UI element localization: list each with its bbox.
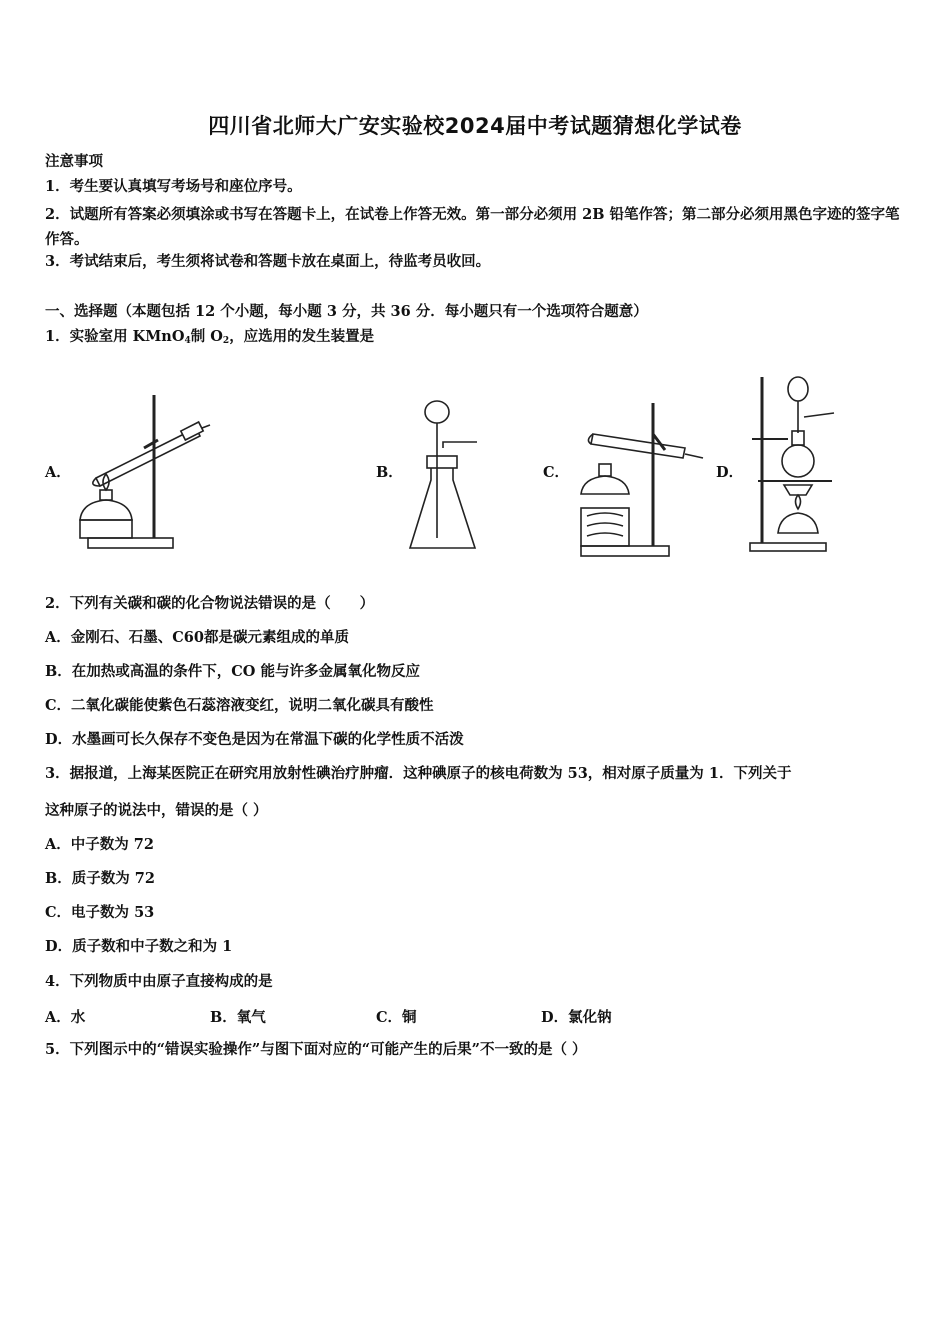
q2-stem: 2．下列有关碳和碳的化合物说法错误的是（ ） (45, 595, 375, 612)
apparatus-a-figure (78, 390, 218, 555)
stopper (427, 456, 457, 468)
q3-option-b: B．质子数为 72 (45, 870, 155, 887)
notice-heading: 注意事项 (45, 153, 103, 170)
clamp (653, 434, 665, 450)
q3-option-c: C．电子数为 53 (45, 904, 155, 921)
q1-stem-sub2: 2 (222, 336, 230, 346)
apparatus-d-figure (748, 373, 840, 555)
q1-stem (45, 327, 915, 351)
q3-stem-line1: 3．据报道，上海某医院正在研究用放射性碘治疗肿瘤．这种碘原子的核电荷数为 53，相对原子质量为 1．下列关于 (45, 765, 792, 782)
alcohol-lamp (581, 476, 629, 494)
page-title: 四川省北师大广安实验校2024届中考试题猜想化学试卷 (208, 114, 742, 138)
stand-base (750, 543, 826, 551)
q4-option-a: A．水 (45, 1009, 86, 1026)
notice-item-3: 3．考试结束后，考生须将试卷和答题卡放在桌面上，待监考员收回。 (45, 253, 491, 270)
q1-stem-part3: ，应选用的发生装置是 (229, 328, 375, 345)
apparatus-c-figure (575, 398, 710, 558)
round-flask (782, 445, 814, 477)
flame (796, 495, 801, 509)
q1-label-c: C． (543, 464, 570, 481)
q3-option-d: D．质子数和中子数之和为 1 (45, 938, 233, 955)
q3-option-a: A．中子数为 72 (45, 836, 154, 853)
notice-item-1: 1．考生要认真填写考场号和座位序号。 (45, 178, 302, 195)
q2-option-d: D．水墨画可长久保存不变色是因为在常温下碳的化学性质不活泼 (45, 731, 464, 748)
conical-flask (410, 468, 475, 548)
alcohol-lamp (80, 500, 132, 520)
test-tube (591, 434, 685, 458)
q2-option-b: B．在加热或高温的条件下，CO 能与许多金属氧化物反应 (45, 663, 420, 680)
stand-base (88, 538, 173, 548)
stand-base (581, 546, 669, 556)
q4-option-b: B．氧气 (210, 1009, 266, 1026)
notice-item-2: 2．试题所有答案必须填涂或书写在答题卡上，在试卷上作答无效。第一部分必须用 2B 铅笔作答；第二部分必须用黑色字迹的签字笔作答。 (45, 206, 900, 248)
q4-stem: 4．下列物质中由原子直接构成的是 (45, 973, 273, 990)
q1-label-d: D． (716, 464, 744, 481)
clamp (144, 440, 158, 448)
q1-stem-sub1: 4 (184, 336, 191, 346)
apparatus-b-figure (405, 398, 485, 558)
funnel (425, 401, 449, 423)
q4-option-d: D．氯化钠 (541, 1009, 612, 1026)
q3-stem-line2: 这种原子的说法中，错误的是（ ） (45, 802, 268, 819)
q2-option-c: C．二氧化碳能使紫色石蕊溶液变红，说明二氧化碳具有酸性 (45, 697, 434, 714)
alcohol-lamp (778, 513, 818, 533)
stopper (181, 422, 203, 440)
delivery-tube (804, 413, 834, 417)
q1-label-b: B． (376, 464, 403, 481)
q2-option-a: A．金刚石、石墨、C60都是碳元素组成的单质 (45, 629, 349, 646)
q5-stem: 5．下列图示中的“错误实验操作”与图下面对应的“可能产生的后果”不一致的是（ ） (45, 1041, 587, 1058)
q1-stem-part2: 制 O (190, 328, 223, 345)
q1-label-a: A． (45, 464, 71, 481)
funnel (788, 377, 808, 401)
q4-option-c: C．铜 (376, 1009, 417, 1026)
section-heading: 一、选择题（本题包括 12 个小题，每小题 3 分，共 36 分．每小题只有一个选项符合题意） (45, 303, 648, 320)
delivery-tube (443, 442, 477, 448)
q1-stem-part1: 1．实验室用 KMnO (45, 328, 185, 345)
